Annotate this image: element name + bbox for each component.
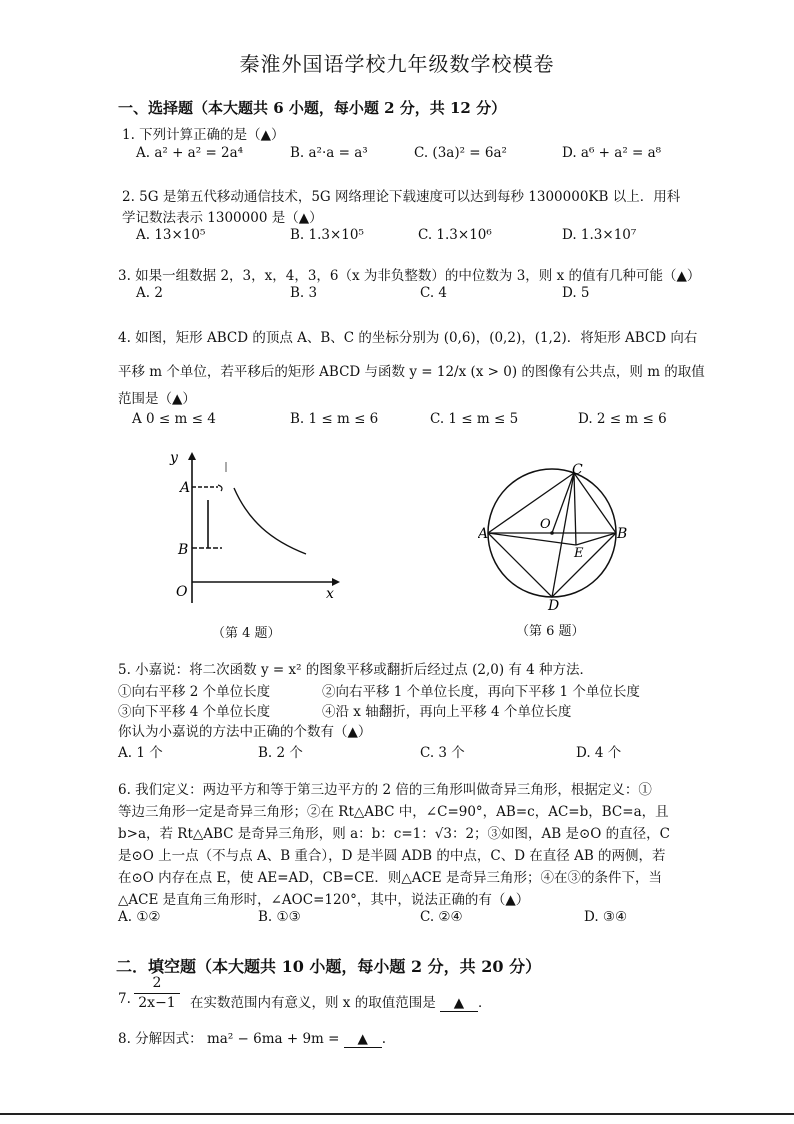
fig4-point-b: B bbox=[178, 542, 189, 558]
q2-option-d[interactable]: D. 1.3×10⁷ bbox=[562, 227, 637, 243]
q5-option-a[interactable]: A. 1 个 bbox=[118, 745, 163, 761]
q7-question: 在实数范围内有意义，则 x 的取值范围是 bbox=[190, 995, 436, 1011]
q2-line1: 2. 5G 是第五代移动通信技术，5G 网络理论下载速度可以达到每秒 1300000KB 以上．用科 bbox=[122, 189, 681, 205]
q2-option-b[interactable]: B. 1.3×10⁵ bbox=[290, 227, 364, 243]
fig6-point-a: A bbox=[478, 526, 489, 542]
q1-option-a[interactable]: A. a² + a² = 2a⁴ bbox=[136, 145, 244, 161]
fig4-caption: （第 4 题） bbox=[212, 626, 281, 641]
fig6-point-b: B bbox=[617, 526, 628, 542]
q1-option-b[interactable]: B. a²·a = a³ bbox=[290, 145, 368, 161]
q6-option-d[interactable]: D. ③④ bbox=[584, 909, 628, 925]
q2-option-a[interactable]: A. 13×10⁵ bbox=[136, 227, 206, 243]
fig4-point-a: A bbox=[180, 480, 191, 496]
page-title: 秦淮外国语学校九年级数学校模卷 bbox=[239, 52, 555, 76]
fig6-oc bbox=[552, 473, 574, 533]
q2-option-c[interactable]: C. 1.3×10⁶ bbox=[418, 227, 492, 243]
figure-6 bbox=[478, 462, 628, 612]
q8-answer-blank[interactable]: ▲ bbox=[344, 1031, 382, 1048]
q5-question: 你认为小嘉说的方法中正确的个数有（▲） bbox=[118, 724, 372, 740]
q7-number: 7. bbox=[118, 991, 131, 1007]
q8-question: 8. 分解因式： ma² − 6ma + 9m = bbox=[118, 1031, 340, 1047]
fig4-y-label: y bbox=[170, 450, 178, 466]
q2-line2: 学记数法表示 1300000 是（▲） bbox=[122, 210, 323, 226]
q6-line3: b>a，若 Rt△ABC 是奇异三角形，则 a：b：c=1：√3：2；③如图，AB 是⊙O 的直径，C bbox=[118, 826, 670, 842]
q4-option-c[interactable]: C. 1 ≤ m ≤ 5 bbox=[430, 411, 519, 427]
q6-option-b[interactable]: B. ①③ bbox=[258, 909, 301, 925]
q3-option-a[interactable]: A. 2 bbox=[136, 285, 163, 301]
fig4-hyperbola bbox=[234, 488, 306, 554]
q4-line3: 范围是（▲） bbox=[118, 391, 196, 407]
q5-method-3: ③向下平移 4 个单位长度 bbox=[118, 704, 271, 720]
fig6-ce bbox=[574, 473, 576, 545]
q5-stem: 5. 小嘉说：将二次函数 y = x² 的图象平移或翻折后经过点 (2,0) 有 4 种方法． bbox=[118, 662, 594, 678]
bottom-rule bbox=[0, 1113, 794, 1115]
fig6-point-c: C bbox=[572, 462, 583, 478]
q6-option-a[interactable]: A. ①② bbox=[118, 909, 161, 925]
fig4-origin: O bbox=[176, 584, 188, 600]
fig6-point-e: E bbox=[574, 546, 584, 561]
figure-4 bbox=[160, 448, 350, 623]
q7-denominator: 2x−1 bbox=[134, 993, 180, 1011]
fig4-x-arrow-icon bbox=[332, 578, 340, 586]
q5-option-d[interactable]: D. 4 个 bbox=[576, 745, 622, 761]
fig6-triangle-acb bbox=[488, 473, 616, 533]
q6-line2: 等边三角形一定是奇异三角形；②在 Rt△ABC 中，∠C=90°，AB=c，AC=b，BC=a，且 bbox=[118, 804, 669, 820]
fig6-caption: （第 6 题） bbox=[516, 624, 585, 639]
q5-method-1: ①向右平移 2 个单位长度 bbox=[118, 684, 271, 700]
fig6-point-d: D bbox=[548, 598, 560, 612]
fig4-corner-mark bbox=[218, 485, 222, 491]
fig4-x-label: x bbox=[326, 586, 334, 602]
q7-text bbox=[190, 991, 492, 1012]
fig6-point-o: O bbox=[540, 517, 551, 532]
q4-option-d[interactable]: D. 2 ≤ m ≤ 6 bbox=[578, 411, 667, 427]
q7-end: ． bbox=[478, 995, 492, 1011]
q5-method-4: ④沿 x 轴翻折，再向上平移 4 个单位长度 bbox=[322, 704, 572, 720]
q7-fraction bbox=[134, 975, 180, 1011]
fig4-y-arrow-icon bbox=[188, 452, 196, 460]
q4-line2: 平移 m 个单位，若平移后的矩形 ABCD 与函数 y = 12/x (x > 0) 的图像有公共点，则 m 的取值 bbox=[118, 364, 705, 380]
q4-option-a[interactable]: A 0 ≤ m ≤ 4 bbox=[132, 411, 216, 427]
section1-heading: 一、选择题（本大题共 6 小题，每小题 2 分，共 12 分） bbox=[118, 99, 507, 117]
fig6-center-dot bbox=[550, 531, 554, 535]
q8-text bbox=[118, 1027, 386, 1048]
q6-line5: 在⊙O 内存在点 E，使 AE=AD，CB=CE．则△ACE 是奇异三角形；④在③的条件下，当 bbox=[118, 870, 662, 886]
q6-line4: 是⊙O 上一点（不与点 A、B 重合），D 是半圆 ADB 的中点，C、D 在直径 AB 的两侧，若 bbox=[118, 848, 666, 864]
q6-line1: 6. 我们定义：两边平方和等于第三边平方的 2 倍的三角形叫做奇异三角形，根据定义：① bbox=[118, 782, 652, 798]
q3-option-d[interactable]: D. 5 bbox=[562, 285, 590, 301]
q4-option-b[interactable]: B. 1 ≤ m ≤ 6 bbox=[290, 411, 379, 427]
q1-option-d[interactable]: D. a⁶ + a² = a⁸ bbox=[562, 145, 662, 161]
q3-stem: 3. 如果一组数据 2，3，x，4，3，6（x 为非负整数）的中位数为 3，则 x 的值有几种可能（▲） bbox=[118, 268, 701, 284]
q6-line6: △ACE 是直角三角形时，∠AOC=120°，其中，说法正确的有（▲） bbox=[118, 892, 530, 908]
section2-heading: 二．填空题（本大题共 10 小题，每小题 2 分，共 20 分） bbox=[116, 957, 542, 976]
q6-option-c[interactable]: C. ②④ bbox=[420, 909, 463, 925]
q3-option-c[interactable]: C. 4 bbox=[420, 285, 448, 301]
q5-method-2: ②向右平移 1 个单位长度，再向下平移 1 个单位长度 bbox=[322, 684, 640, 700]
fig6-triangle-adb bbox=[488, 533, 616, 597]
q3-option-b[interactable]: B. 3 bbox=[290, 285, 318, 301]
q1-option-c[interactable]: C. (3a)² = 6a² bbox=[414, 145, 507, 161]
q5-option-b[interactable]: B. 2 个 bbox=[258, 745, 303, 761]
q7-answer-blank[interactable]: ▲ bbox=[440, 995, 478, 1012]
q4-line1: 4. 如图，矩形 ABCD 的顶点 A、B、C 的坐标分别为 (0,6)，(0,2)，(1,2)．将矩形 ABCD 向右 bbox=[118, 330, 698, 346]
q5-option-c[interactable]: C. 3 个 bbox=[420, 745, 465, 761]
q7-numerator: 2 bbox=[152, 975, 162, 991]
q1-stem: 1. 下列计算正确的是（▲） bbox=[122, 127, 285, 143]
q8-end: . bbox=[381, 1031, 387, 1047]
